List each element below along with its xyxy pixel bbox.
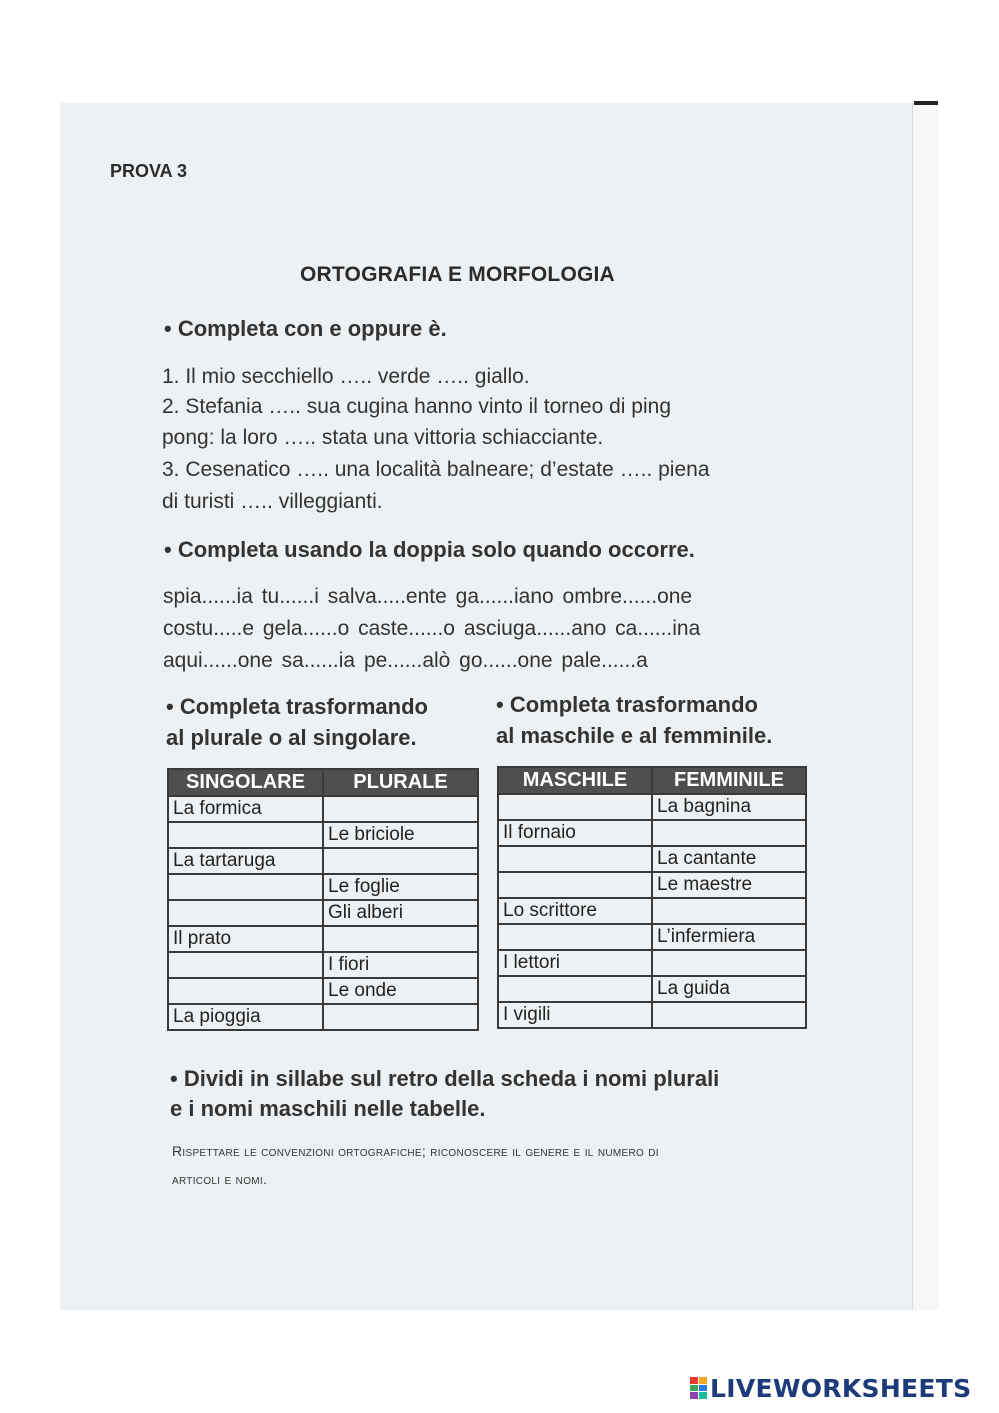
- liveworksheets-icon: [690, 1377, 707, 1399]
- table-cell[interactable]: Lo scrittore: [498, 898, 652, 924]
- exercise1-line: 1. Il mio secchiello ….. verde ….. giallo.: [162, 365, 530, 388]
- table-cell[interactable]: [498, 846, 652, 872]
- table-cell[interactable]: Le foglie: [323, 874, 478, 900]
- table-row: [168, 952, 478, 978]
- table-row: [498, 950, 806, 976]
- exercise1-line: 3. Cesenatico ….. una località balneare; d’estate ….. piena: [162, 458, 710, 481]
- table-row: [168, 848, 478, 874]
- liveworksheets-logo[interactable]: [690, 1373, 971, 1403]
- table-cell[interactable]: [498, 924, 652, 950]
- exercise2-line: spia......ia tu......i salva.....ente ga......iano ombre......one: [163, 585, 693, 608]
- table-cell[interactable]: Le briciole: [323, 822, 478, 848]
- table-cell[interactable]: [168, 978, 323, 1004]
- table-cell[interactable]: L’infermiera: [652, 924, 806, 950]
- exercise1-line: di turisti ….. villeggianti.: [162, 490, 383, 513]
- competences-note: [172, 1137, 822, 1193]
- test-label: PROVA 3: [110, 161, 188, 181]
- table-cell[interactable]: La formica: [168, 796, 323, 822]
- table-cell[interactable]: La pioggia: [168, 1004, 323, 1030]
- exercise4-instruction-line2: al maschile e al femminile.: [496, 723, 773, 748]
- logo-square: [699, 1385, 707, 1392]
- table-cell[interactable]: [323, 848, 478, 874]
- exercise3-instruction-line1: • Completa trasformando: [166, 694, 428, 719]
- table-cell[interactable]: [168, 900, 323, 926]
- table-cell[interactable]: [498, 794, 652, 820]
- table-cell[interactable]: [323, 926, 478, 952]
- table-row: [498, 976, 806, 1002]
- table-cell[interactable]: [498, 872, 652, 898]
- table-cell[interactable]: Le maestre: [652, 872, 806, 898]
- table-row: [168, 874, 478, 900]
- brand-name: LIVEWORKSHEETS: [710, 1373, 972, 1403]
- exercise4-instruction-line1: • Completa trasformando: [496, 692, 758, 717]
- exercise5-instruction-line2: e i nomi maschili nelle tabelle.: [170, 1096, 486, 1121]
- table-cell[interactable]: [168, 822, 323, 848]
- table-row: [498, 898, 806, 924]
- exercise5-instruction-line1: • Dividi in sillabe sul retro della scheda i nomi plurali: [170, 1066, 720, 1091]
- table-row: [168, 1004, 478, 1030]
- table-cell[interactable]: [652, 898, 806, 924]
- table-cell[interactable]: [652, 1002, 806, 1028]
- competences-line2: articoli e nomi.: [172, 1171, 268, 1187]
- exercise1-instruction: • Completa con e oppure è.: [164, 316, 447, 341]
- logo-square: [690, 1377, 698, 1384]
- table-cell[interactable]: [168, 874, 323, 900]
- exercise3-instruction-line2: al plurale o al singolare.: [166, 725, 417, 750]
- exercise1-line: 2. Stefania ….. sua cugina hanno vinto il torneo di ping: [162, 395, 672, 418]
- exercise4-instruction: [496, 689, 772, 751]
- table-row: [498, 872, 806, 898]
- table-cell[interactable]: Il fornaio: [498, 820, 652, 846]
- column-header-maschile: MASCHILE: [498, 767, 652, 794]
- logo-square: [699, 1377, 707, 1384]
- table-cell[interactable]: I fiori: [323, 952, 478, 978]
- table-cell[interactable]: Il prato: [168, 926, 323, 952]
- exercise2-line: costu.....e gela......o caste......o asciuga......ano ca......ina: [163, 617, 701, 640]
- table-cell[interactable]: La guida: [652, 976, 806, 1002]
- table-cell[interactable]: La cantante: [652, 846, 806, 872]
- table-row: [168, 978, 478, 1004]
- table-row: [498, 846, 806, 872]
- exercise3-instruction: [166, 691, 428, 753]
- table-row: [498, 820, 806, 846]
- table-row: [168, 822, 478, 848]
- exercise2-instruction: • Completa usando la doppia solo quando occorre.: [164, 537, 695, 562]
- maschile-femminile-table: [497, 766, 807, 1029]
- table-cell[interactable]: Le onde: [323, 978, 478, 1004]
- column-header-plurale: PLURALE: [323, 769, 478, 796]
- table-row: [168, 926, 478, 952]
- table-cell[interactable]: [323, 796, 478, 822]
- competences-line1: Rispettare le convenzioni ortografiche; riconoscere il genere e il numero di: [172, 1143, 659, 1159]
- column-header-singolare: SINGOLARE: [168, 769, 323, 796]
- exercise2-line: aqui......one sa......ia pe......alò go......one pale......a: [163, 649, 648, 672]
- table-cell[interactable]: I lettori: [498, 950, 652, 976]
- table-row: [498, 924, 806, 950]
- table-row: [498, 794, 806, 820]
- column-header-femminile: FEMMINILE: [652, 767, 806, 794]
- logo-square: [690, 1385, 698, 1392]
- table-row: [498, 1002, 806, 1028]
- logo-square: [690, 1392, 698, 1399]
- table-cell[interactable]: [498, 976, 652, 1002]
- page-title: ORTOGRAFIA E MORFOLOGIA: [300, 263, 615, 286]
- table-row: [168, 796, 478, 822]
- table-cell[interactable]: [323, 1004, 478, 1030]
- singolare-plurale-table: [167, 768, 479, 1031]
- table-row: [168, 900, 478, 926]
- table-cell[interactable]: La bagnina: [652, 794, 806, 820]
- table-cell[interactable]: [652, 820, 806, 846]
- scan-corner-mark: [914, 101, 938, 105]
- table-cell[interactable]: [168, 952, 323, 978]
- table-cell[interactable]: Gli alberi: [323, 900, 478, 926]
- logo-square: [699, 1392, 707, 1399]
- exercise1-line: pong: la loro ….. stata una vittoria schiacciante.: [162, 426, 604, 449]
- table-cell[interactable]: La tartaruga: [168, 848, 323, 874]
- page-edge: [912, 103, 939, 1310]
- table-cell[interactable]: [652, 950, 806, 976]
- table-cell[interactable]: I vigili: [498, 1002, 652, 1028]
